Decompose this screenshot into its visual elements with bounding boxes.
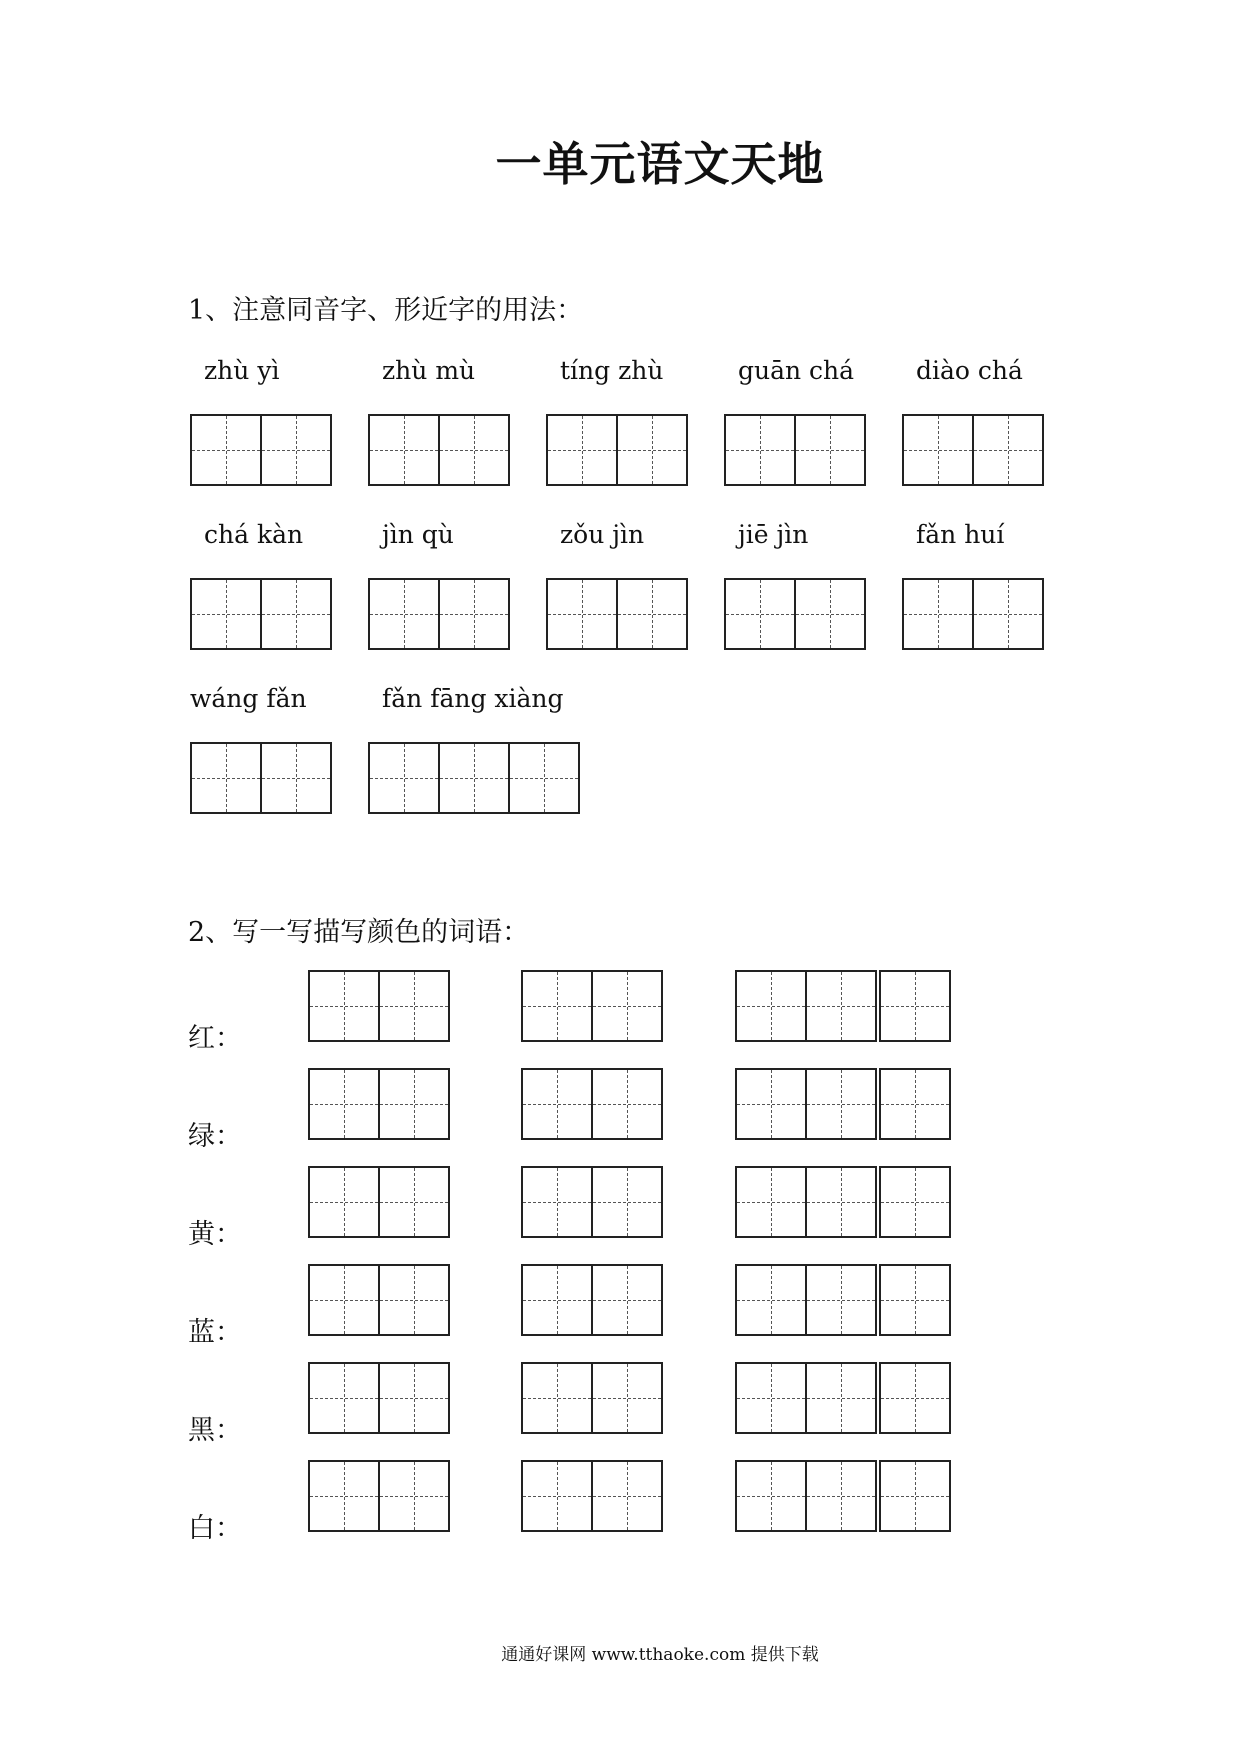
- pinyin-answer-box[interactable]: [190, 578, 332, 650]
- writing-cell[interactable]: [546, 578, 618, 650]
- pinyin-label: zhù mù: [382, 356, 476, 385]
- writing-cell[interactable]: [591, 1460, 663, 1532]
- writing-cell[interactable]: [260, 742, 332, 814]
- pinyin-answer-box[interactable]: [190, 414, 332, 486]
- writing-cell[interactable]: [735, 1460, 807, 1532]
- writing-cell[interactable]: [378, 970, 450, 1042]
- pinyin-label: tíng zhù: [560, 356, 664, 385]
- writing-cell[interactable]: [805, 1264, 877, 1336]
- writing-cell[interactable]: [616, 578, 688, 650]
- writing-cell[interactable]: [521, 1264, 593, 1336]
- word-box-two[interactable]: [308, 1264, 450, 1336]
- pinyin-label: jìn qù: [382, 520, 454, 549]
- writing-cell[interactable]: [591, 1166, 663, 1238]
- color-label: 白：: [188, 1513, 242, 1544]
- pinyin-answer-box[interactable]: [368, 578, 510, 650]
- writing-cell[interactable]: [308, 1166, 380, 1238]
- word-box-two[interactable]: [308, 970, 450, 1042]
- writing-cell[interactable]: [508, 742, 580, 814]
- writing-cell[interactable]: [724, 578, 796, 650]
- word-box-two[interactable]: [521, 970, 663, 1042]
- writing-cell[interactable]: [616, 414, 688, 486]
- writing-cell[interactable]: [521, 970, 593, 1042]
- word-box-two[interactable]: [521, 1362, 663, 1434]
- writing-cell[interactable]: [805, 1460, 877, 1532]
- writing-cell[interactable]: [190, 578, 262, 650]
- writing-cell[interactable]: [378, 1264, 450, 1336]
- color-label: 黄：: [188, 1219, 242, 1250]
- pinyin-answer-box[interactable]: [902, 578, 1044, 650]
- color-label: 绿：: [188, 1121, 242, 1152]
- writing-cell[interactable]: [591, 1068, 663, 1140]
- writing-cell[interactable]: [902, 578, 974, 650]
- writing-cell[interactable]: [972, 414, 1044, 486]
- writing-cell[interactable]: [879, 1264, 951, 1336]
- writing-cell[interactable]: [735, 1264, 807, 1336]
- writing-cell[interactable]: [378, 1460, 450, 1532]
- writing-cell[interactable]: [794, 414, 866, 486]
- pinyin-label: chá kàn: [204, 520, 304, 549]
- word-box-three[interactable]: [735, 1460, 951, 1532]
- pinyin-label: diào chá: [916, 356, 1023, 385]
- writing-cell[interactable]: [879, 1068, 951, 1140]
- writing-cell[interactable]: [735, 1068, 807, 1140]
- writing-cell[interactable]: [724, 414, 796, 486]
- writing-cell[interactable]: [521, 1362, 593, 1434]
- word-box-two[interactable]: [308, 1166, 450, 1238]
- writing-cell[interactable]: [972, 578, 1044, 650]
- writing-cell[interactable]: [438, 414, 510, 486]
- writing-cell[interactable]: [368, 742, 440, 814]
- writing-cell[interactable]: [260, 578, 332, 650]
- writing-cell[interactable]: [879, 1460, 951, 1532]
- word-box-two[interactable]: [521, 1264, 663, 1336]
- writing-cell[interactable]: [190, 414, 262, 486]
- word-box-two[interactable]: [308, 1362, 450, 1434]
- word-box-two[interactable]: [308, 1460, 450, 1532]
- writing-cell[interactable]: [805, 1166, 877, 1238]
- writing-cell[interactable]: [591, 970, 663, 1042]
- section1-heading: 1、注意同音字、形近字的用法：: [188, 295, 584, 326]
- pinyin-label: zǒu jìn: [560, 520, 645, 549]
- writing-cell[interactable]: [521, 1068, 593, 1140]
- writing-cell[interactable]: [879, 970, 951, 1042]
- pinyin-answer-box[interactable]: [546, 578, 688, 650]
- pinyin-answer-box[interactable]: [546, 414, 688, 486]
- writing-cell[interactable]: [735, 1362, 807, 1434]
- word-box-three[interactable]: [735, 1264, 951, 1336]
- section2-heading: 2、写一写描写颜色的词语：: [188, 917, 530, 948]
- pinyin-label: zhù yì: [204, 356, 280, 385]
- writing-cell[interactable]: [308, 1362, 380, 1434]
- writing-cell[interactable]: [591, 1264, 663, 1336]
- word-box-two[interactable]: [521, 1166, 663, 1238]
- writing-cell[interactable]: [879, 1362, 951, 1434]
- writing-cell[interactable]: [805, 970, 877, 1042]
- writing-cell[interactable]: [794, 578, 866, 650]
- color-label: 红：: [188, 1023, 242, 1054]
- pinyin-label: wáng fǎn: [190, 684, 307, 713]
- footer-text: 通通好课网 www.tthaoke.com 提供下载: [501, 1645, 819, 1665]
- page-title: 一单元语文天地: [495, 137, 825, 191]
- pinyin-answer-box[interactable]: [368, 742, 580, 814]
- word-box-two[interactable]: [308, 1068, 450, 1140]
- writing-cell[interactable]: [591, 1362, 663, 1434]
- pinyin-answer-box[interactable]: [724, 578, 866, 650]
- writing-cell[interactable]: [308, 1460, 380, 1532]
- word-box-three[interactable]: [735, 970, 951, 1042]
- writing-cell[interactable]: [735, 1166, 807, 1238]
- writing-cell[interactable]: [735, 970, 807, 1042]
- pinyin-label: fǎn huí: [916, 520, 1005, 549]
- pinyin-answer-box[interactable]: [190, 742, 332, 814]
- writing-cell[interactable]: [521, 1166, 593, 1238]
- word-box-two[interactable]: [521, 1460, 663, 1532]
- writing-cell[interactable]: [378, 1166, 450, 1238]
- word-box-three[interactable]: [735, 1362, 951, 1434]
- pinyin-answer-box[interactable]: [368, 414, 510, 486]
- writing-cell[interactable]: [190, 742, 262, 814]
- writing-cell[interactable]: [308, 1068, 380, 1140]
- writing-cell[interactable]: [805, 1068, 877, 1140]
- word-box-two[interactable]: [521, 1068, 663, 1140]
- pinyin-label: fǎn fāng xiàng: [382, 684, 564, 713]
- pinyin-label: jiē jìn: [738, 520, 809, 549]
- writing-cell[interactable]: [260, 414, 332, 486]
- color-label: 黑：: [188, 1415, 242, 1446]
- word-box-three[interactable]: [735, 1068, 951, 1140]
- writing-cell[interactable]: [438, 742, 510, 814]
- writing-cell[interactable]: [546, 414, 618, 486]
- writing-cell[interactable]: [368, 578, 440, 650]
- writing-cell[interactable]: [378, 1362, 450, 1434]
- writing-cell[interactable]: [438, 578, 510, 650]
- color-label: 蓝：: [188, 1317, 242, 1348]
- pinyin-answer-box[interactable]: [724, 414, 866, 486]
- pinyin-answer-box[interactable]: [902, 414, 1044, 486]
- writing-cell[interactable]: [805, 1362, 877, 1434]
- writing-cell[interactable]: [521, 1460, 593, 1532]
- writing-cell[interactable]: [308, 1264, 380, 1336]
- writing-cell[interactable]: [879, 1166, 951, 1238]
- word-box-three[interactable]: [735, 1166, 951, 1238]
- writing-cell[interactable]: [368, 414, 440, 486]
- writing-cell[interactable]: [308, 970, 380, 1042]
- pinyin-label: guān chá: [738, 356, 855, 385]
- writing-cell[interactable]: [378, 1068, 450, 1140]
- writing-cell[interactable]: [902, 414, 974, 486]
